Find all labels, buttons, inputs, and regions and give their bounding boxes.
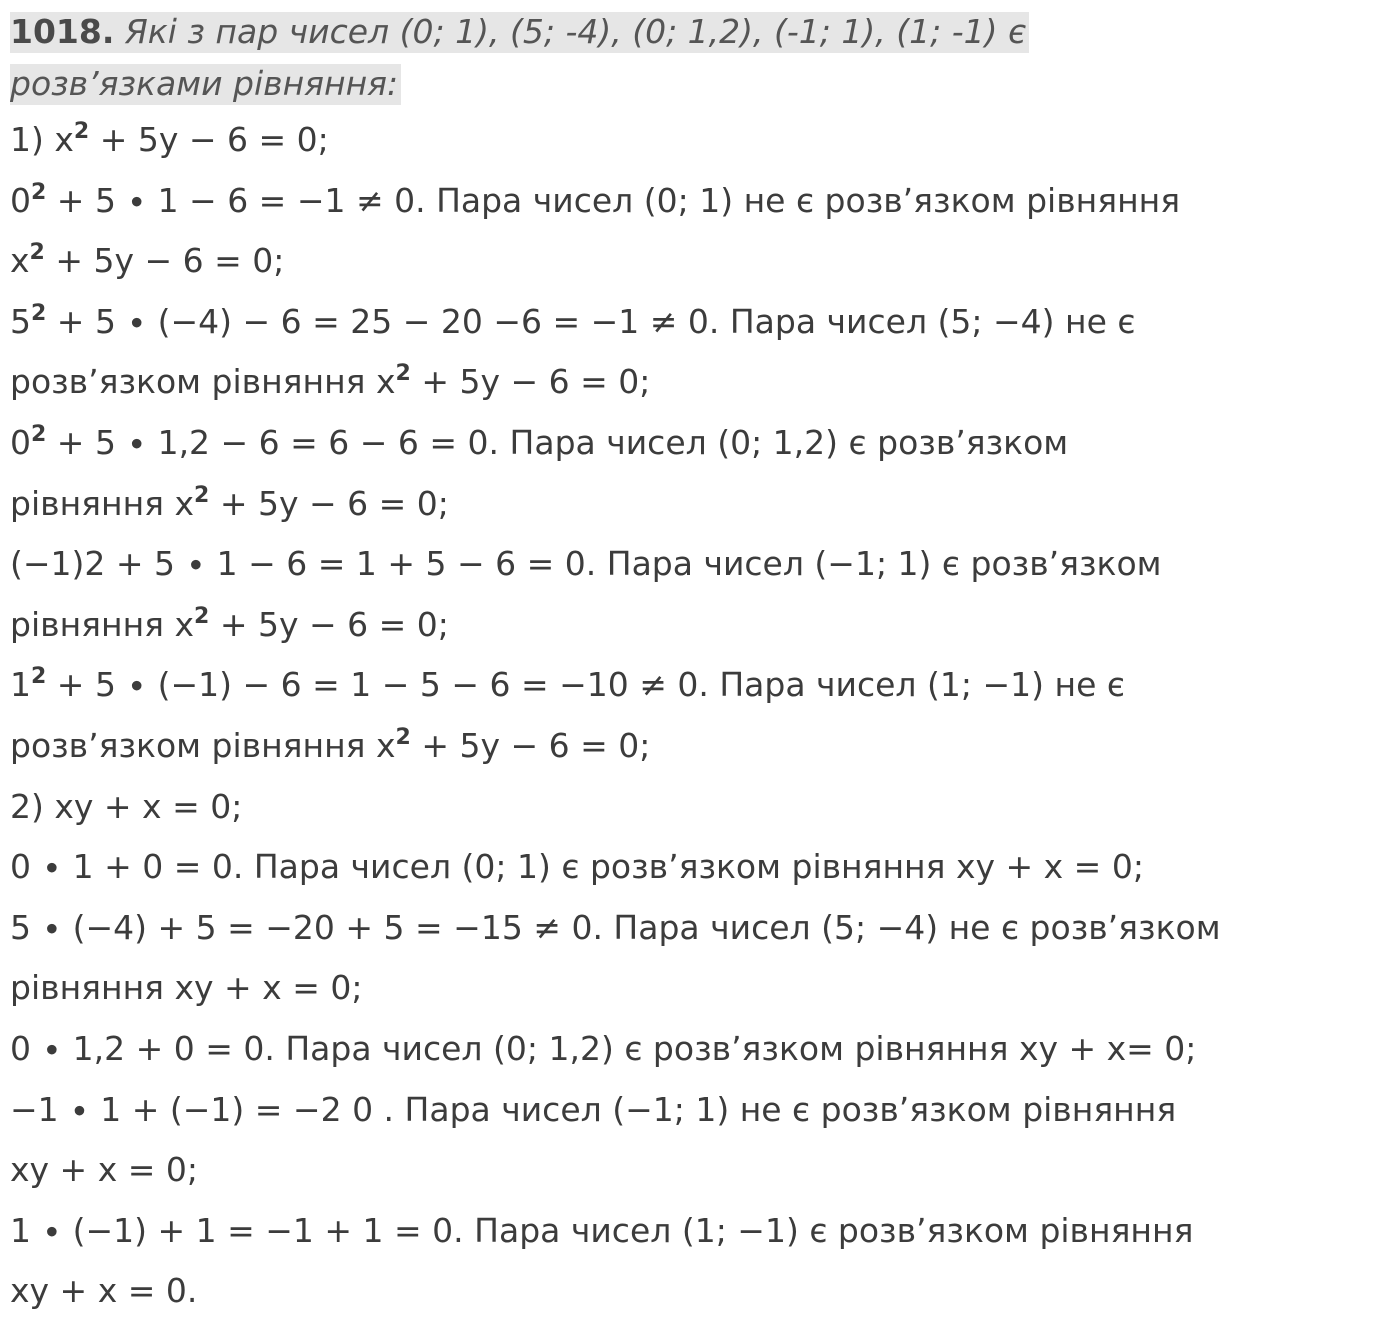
solution-line	[10, 716, 1380, 777]
exponent: 2	[31, 300, 47, 326]
solution-line	[10, 1140, 1380, 1201]
solution-line	[10, 1080, 1380, 1141]
solution-line	[10, 1261, 1380, 1322]
solution-page	[10, 6, 1380, 1322]
task-heading-line-1	[10, 6, 1380, 58]
line-text: 5 ∙ (−4) + 5 = −20 + 5 = −15 ≠ 0. Пара чисел (5; −4) не є розв’язком	[10, 907, 1221, 947]
task-question-text-1: Які з пар чисел (0; 1), (5; -4), (0; 1,2), (-1; 1), (1; -1) є	[114, 12, 1027, 51]
line-text: 0 ∙ 1,2 + 0 = 0. Пара чисел (0; 1,2) є розв’язком рівняння xy + x= 0;	[10, 1028, 1197, 1068]
exponent: 2	[194, 603, 210, 629]
solution-line	[10, 777, 1380, 838]
line-text: + 5y − 6 = 0;	[410, 725, 651, 765]
line-text: розв’язком рівняння x	[10, 725, 396, 765]
solution-line	[10, 110, 1380, 171]
solution-line	[10, 352, 1380, 413]
exponent: 2	[395, 724, 411, 750]
line-text: 1 ∙ (−1) + 1 = −1 + 1 = 0. Пара чисел (1; −1) є розв’язком рівняння	[10, 1210, 1194, 1250]
exponent: 2	[194, 482, 210, 508]
line-text: рівняння xy + x = 0;	[10, 968, 363, 1008]
solution-line	[10, 655, 1380, 716]
solution-line	[10, 1019, 1380, 1080]
exponent: 2	[31, 664, 47, 690]
line-text: + 5y − 6 = 0;	[209, 483, 449, 523]
solution-line	[10, 595, 1380, 656]
line-text: −1 ∙ 1 + (−1) = −2 0 . Пара чисел (−1; 1) не є розв’язком рівняння	[10, 1089, 1177, 1129]
line-text: xy + x = 0;	[10, 1150, 198, 1190]
line-text: + 5 ∙ (−1) − 6 = 1 − 5 − 6 = −10 ≠ 0. Пара чисел (1; −1) не є	[46, 665, 1125, 705]
line-text: + 5 ∙ 1 − 6 = −1 ≠ 0. Пара чисел (0; 1) не є розв’язком рівняння	[46, 180, 1181, 220]
line-text: 1	[10, 665, 31, 705]
exponent: 2	[395, 361, 411, 387]
line-text: 0 ∙ 1 + 0 = 0. Пара чисел (0; 1) є розв’язком рівняння xy + x = 0;	[10, 847, 1144, 887]
solution-line	[10, 413, 1380, 474]
solution-line	[10, 474, 1380, 535]
line-text: + 5 ∙ 1,2 − 6 = 6 − 6 = 0. Пара чисел (0; 1,2) є розв’язком	[46, 422, 1069, 462]
line-text: (−1)2 + 5 ∙ 1 − 6 = 1 + 5 − 6 = 0. Пара чисел (−1; 1) є розв’язком	[10, 544, 1162, 584]
task-heading-line-2	[10, 58, 1380, 110]
task-question	[10, 12, 1029, 53]
line-text: рівняння x	[10, 604, 195, 644]
solution-line	[10, 534, 1380, 595]
task-question-text-2: розв’язками рівняння:	[10, 64, 401, 105]
line-text: + 5y − 6 = 0;	[209, 604, 449, 644]
line-text: 0	[10, 422, 31, 462]
exponent: 2	[31, 179, 47, 205]
solution-line	[10, 958, 1380, 1019]
task-number: 1018.	[10, 12, 115, 51]
exponent: 2	[73, 119, 90, 144]
exponent: 2	[29, 240, 45, 266]
line-text: + 5y − 6 = 0;	[89, 120, 329, 159]
exponent: 2	[31, 421, 47, 447]
line-text: + 5y − 6 = 0;	[410, 362, 651, 402]
line-text: 1) x	[10, 120, 74, 159]
solution-line	[10, 837, 1380, 898]
line-text: рівняння x	[10, 483, 195, 523]
line-text: x	[10, 241, 30, 281]
line-text: xy + x = 0.	[10, 1271, 198, 1311]
solution-line	[10, 171, 1380, 232]
line-text: 5	[10, 301, 31, 341]
solution-line	[10, 292, 1380, 353]
line-text: + 5 ∙ (−4) − 6 = 25 − 20 −6 = −1 ≠ 0. Пара чисел (5; −4) не є	[46, 301, 1136, 341]
solution-line	[10, 898, 1380, 959]
line-text: розв’язком рівняння x	[10, 362, 396, 402]
line-text: + 5y − 6 = 0;	[44, 241, 285, 281]
solution-lines	[10, 110, 1380, 1322]
solution-line	[10, 231, 1380, 292]
line-text: 0	[10, 180, 31, 220]
line-text: 2) xy + x = 0;	[10, 786, 243, 826]
solution-line	[10, 1201, 1380, 1262]
